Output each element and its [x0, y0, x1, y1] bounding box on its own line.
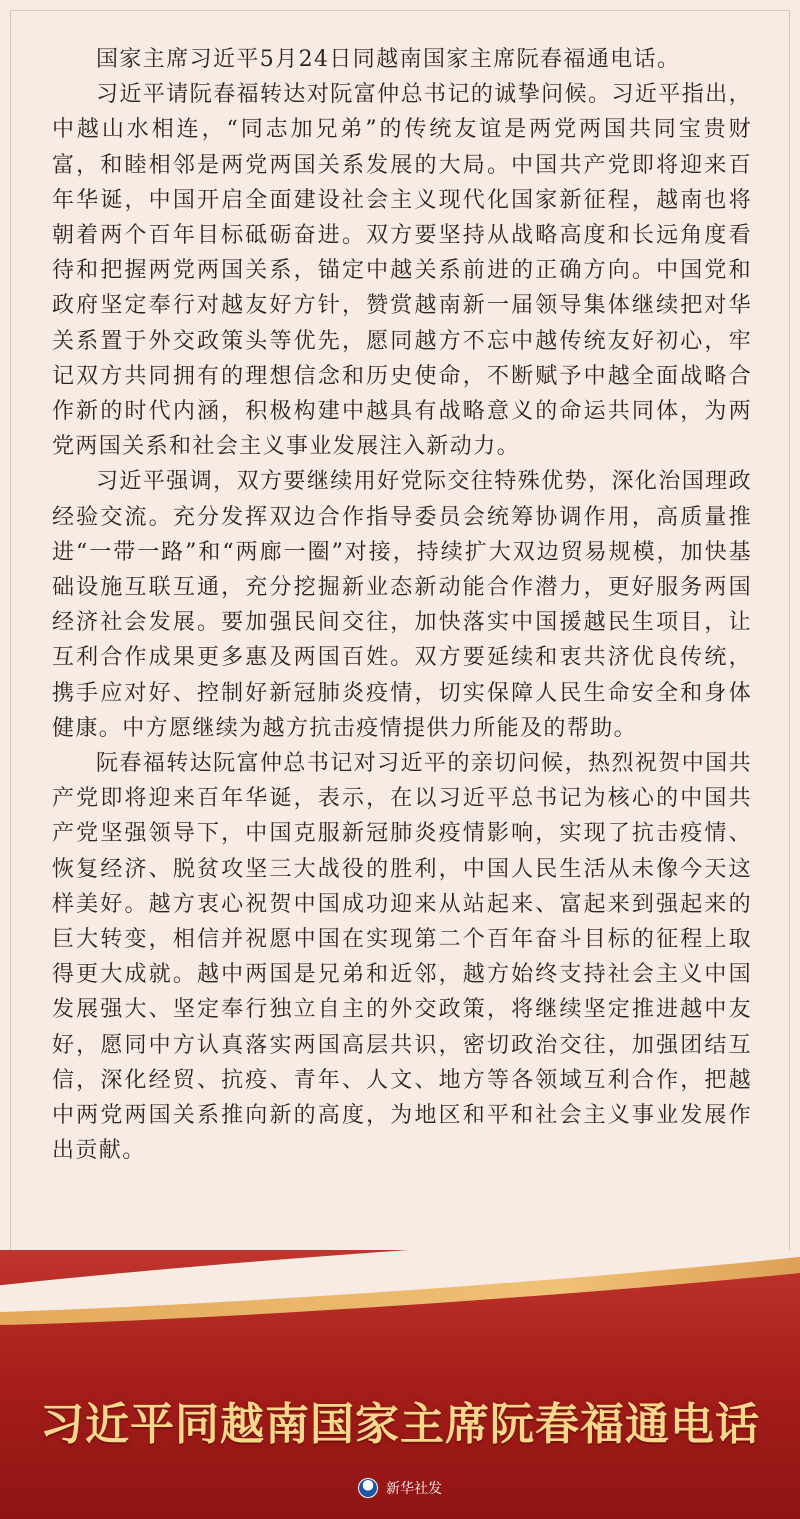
- source-label: 新华社发: [386, 1481, 442, 1497]
- xinhua-logo-icon: [358, 1478, 378, 1498]
- article-paragraph-1: 国家主席习近平5月24日同越南国家主席阮春福通电话。: [96, 47, 681, 72]
- article-paragraph-2: 习近平请阮春福转达对阮富仲总书记的诚挚问候。习近平指出，中越山水相连，“同志加兄弟”的传统友谊是两党两国共同宝贵财富，和睦相邻是两党两国关系发展的大局。中国共产党即将迎来百年华诞，中国开启全面建设社会主义现代化国家新征程，越南也将朝着两个百年目标砥砺奋进。双方要坚持从战略高度和长远角度看待和把握两党两国关系，锚定中越关系前进的正确方向。中国党和政府坚定奉行对越友好方针，赞赏越南新一届领导集体继续把对华关系置于外交政策头等优先，愿同越方不忘中越传统友好初心，牢记双方共同拥有的理想信念和历史使命，不断赋予中越全面战略合作新的时代内涵，积极构建中越具有战略意义的命运共同体，为两党两国关系和社会主义事业发展注入新动力。: [52, 82, 752, 460]
- banner-title: 习近平同越南国家主席阮春福通电话: [40, 1399, 760, 1450]
- article-paragraph-4: 阮春福转达阮富仲总书记对习近平的亲切问候，热烈祝贺中国共产党即将迎来百年华诞，表示，在以习近平总书记为核心的中国共产党坚强领导下，中国克服新冠肺炎疫情影响，实现了抗击疫情、恢复经济、脱贫攻坚三大战役的胜利，中国人民生活从未像今天这样美好。越方衷心祝贺中国成功迎来从站起来、富起来到强起来的巨大转变，相信并祝愿中国在实现第二个百年奋斗目标的征程上取得更大成就。越中两国是兄弟和近邻，越方始终支持社会主义中国发展强大、坚定奉行独立自主的外交政策，将继续坚定推进越中友好，愿同中方认真落实两国高层共识，密切政治交往，加强团结互信，深化经贸、抗疫、青年、人文、地方等各领域互利合作，把越中两党两国关系推向新的高度，为地区和平和社会主义事业发展作出贡献。: [52, 751, 752, 1164]
- article-paragraph-3: 习近平强调，双方要继续用好党际交往特殊优势，深化治国理政经验交流。充分发挥双边合作指导委员会统筹协调作用，高质量推进“一带一路”和“两廊一圈”对接，持续扩大双边贸易规模，加快基础设施互联互通，充分挖掘新业态新动能合作潜力，更好服务两国经济社会发展。要加强民间交往，加快落实中国援越民生项目，让互利合作成果更多惠及两国百姓。双方要延续和衷共济优良传统，携手应对好、控制好新冠肺炎疫情，切实保障人民生命安全和身体健康。中方愿继续为越方抗击疫情提供力所能及的帮助。: [52, 469, 752, 741]
- article-body: [52, 42, 752, 1169]
- headline-banner: [0, 1250, 800, 1519]
- source-credit: [0, 1478, 800, 1498]
